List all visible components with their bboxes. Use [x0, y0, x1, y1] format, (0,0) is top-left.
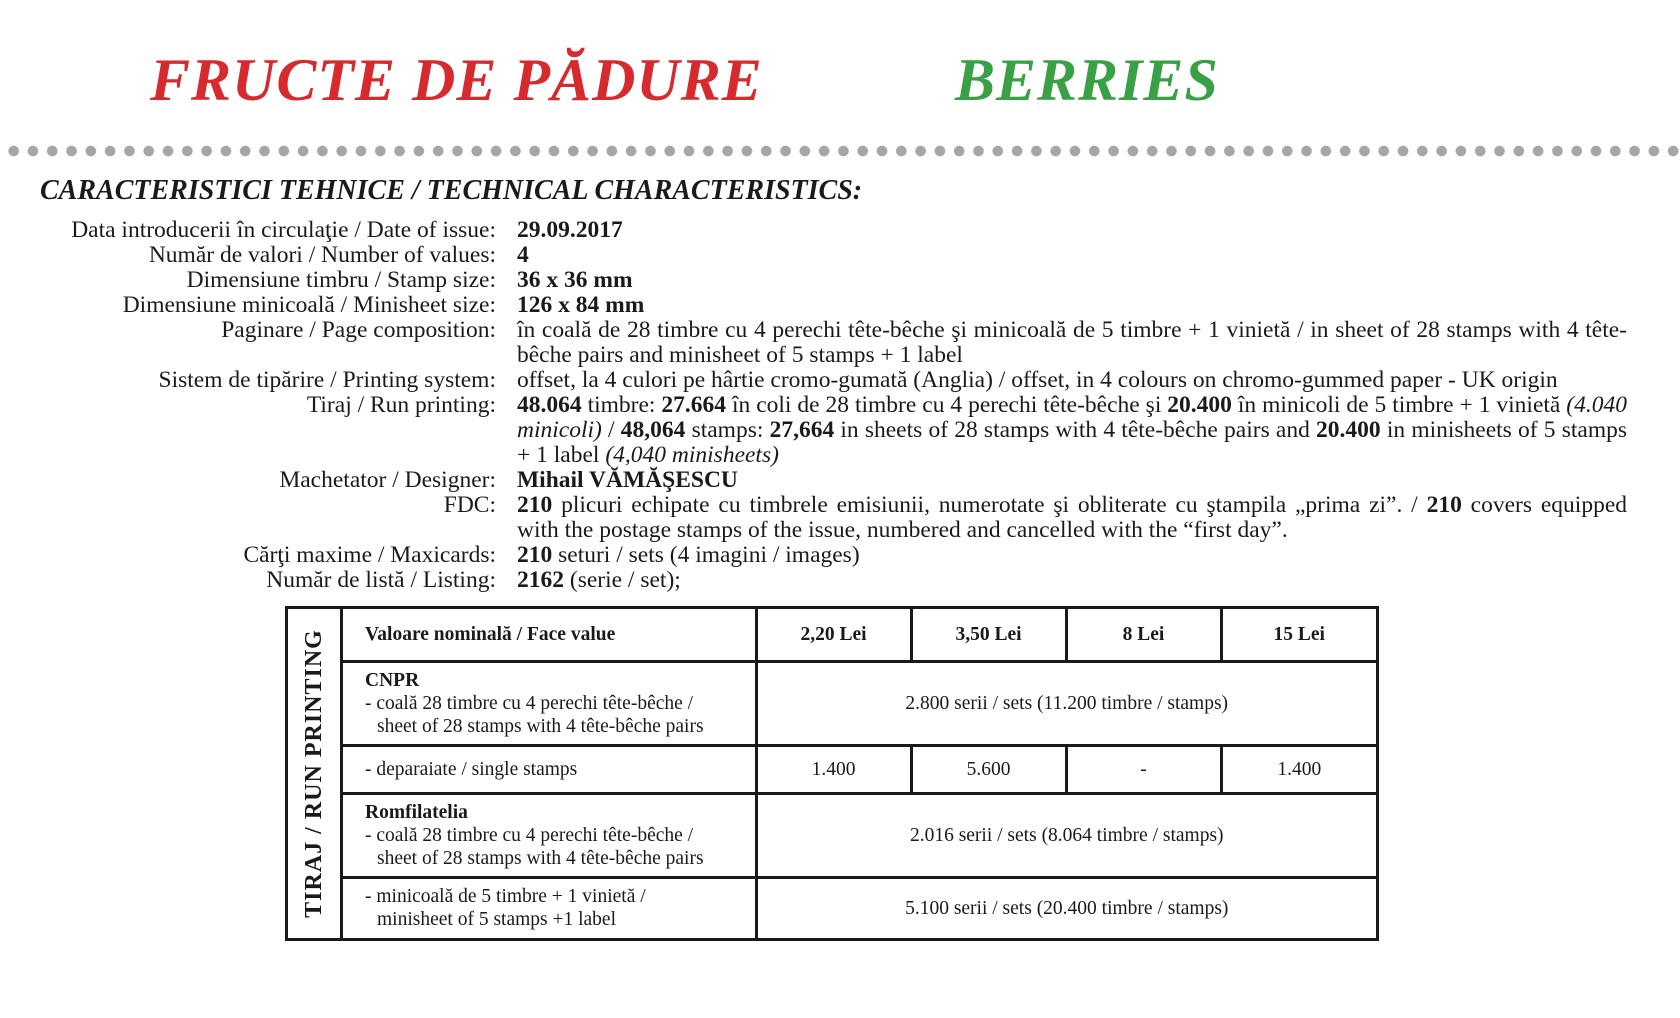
spec-label: FDC:: [443, 492, 496, 518]
face-value: 15 Lei: [1221, 609, 1376, 661]
spec-row-page-composition: [20, 318, 1627, 368]
spec-label: Număr de listă / Listing:: [266, 567, 496, 593]
spec-row-printing-system: [20, 368, 1627, 393]
run-grid: [343, 609, 1376, 938]
spec-row-maxicards: [20, 543, 1627, 568]
spec-row-listing: [20, 568, 1627, 593]
spec-row-run-printing: [20, 393, 1627, 468]
singles-value: 1.400: [756, 745, 911, 793]
spec-label: Tiraj / Run printing:: [306, 392, 496, 418]
spec-label: Data introducerii în circulaţie / Date of issue:: [71, 217, 496, 243]
face-value-label: Valoare nominală / Face value: [343, 609, 756, 661]
spec-row-date: [20, 218, 1627, 243]
run-side-label: TIRAJ / RUN PRINTING: [288, 609, 343, 938]
romfilatelia-row: [343, 793, 1376, 877]
title-romanian: FRUCTE DE PĂDURE: [150, 47, 763, 113]
run-printing-table: [285, 606, 1379, 941]
cnpr-quantity: 2.800 serii / sets (11.200 timbre / stamps): [756, 661, 1376, 745]
spec-value: 36 x 36 mm: [517, 267, 633, 293]
singles-row: [343, 745, 1376, 793]
face-value-row: [343, 609, 1376, 661]
face-value: 3,50 Lei: [911, 609, 1066, 661]
minisheet-row: [343, 877, 1376, 938]
spec-value: 48.064 timbre: 27.664 în coli de 28 timbre cu 4 perechi tête-bêche şi 20.400 în minicoli de 5 timbre + 1 vinietă (4.040 minicoli) / 48,064 stamps: 27,664 in sheets of 28 stamps with 4 tête-bêche pairs and 20.400 in minisheets of 5 stamps + 1 label (4,040 minisheets): [517, 392, 1628, 468]
minisheet-quantity: 5.100 serii / sets (20.400 timbre / stamps): [756, 877, 1376, 938]
singles-value: -: [1066, 745, 1221, 793]
spec-row-minisheet-size: [20, 293, 1627, 318]
spec-value: 4: [517, 242, 529, 268]
spec-value: 2162 (serie / set);: [517, 567, 681, 593]
spec-value: 210 seturi / sets (4 imagini / images): [517, 542, 860, 568]
spec-value: în coală de 28 timbre cu 4 perechi tête-bêche şi minicoală de 5 timbre + 1 vinietă / in sheet of 28 stamps with 4 tête-bêche pairs and minisheet of 5 stamps + 1 label: [517, 317, 1627, 368]
singles-label: - deparaiate / single stamps: [343, 745, 756, 793]
romfilatelia-quantity: 2.016 serii / sets (8.064 timbre / stamps): [756, 793, 1376, 877]
specs-table: [20, 218, 1627, 593]
face-value: 8 Lei: [1066, 609, 1221, 661]
dotted-divider: [4, 144, 1680, 158]
minisheet-description: - minicoală de 5 timbre + 1 vinietă / minisheet of 5 stamps +1 label: [343, 877, 756, 938]
spec-label: Dimensiune timbru / Stamp size:: [186, 267, 496, 293]
spec-value: 29.09.2017: [517, 217, 623, 243]
singles-value: 1.400: [1221, 745, 1376, 793]
cnpr-description: CNPR - coală 28 timbre cu 4 perechi tête-bêche / sheet of 28 stamps with 4 tête-bêche pairs: [343, 661, 756, 745]
section-title: CARACTERISTICI TEHNICE / TECHNICAL CHARACTERISTICS:: [40, 175, 863, 206]
spec-row-fdc: [20, 493, 1627, 543]
face-value: 2,20 Lei: [756, 609, 911, 661]
singles-value: 5.600: [911, 745, 1066, 793]
spec-label: Sistem de tipărire / Printing system:: [158, 367, 496, 393]
spec-label: Paginare / Page composition:: [221, 317, 496, 343]
spec-label: Număr de valori / Number of values:: [148, 242, 496, 268]
spec-value: 126 x 84 mm: [517, 292, 645, 318]
romfilatelia-description: Romfilatelia - coală 28 timbre cu 4 perechi tête-bêche / sheet of 28 stamps with 4 tête-bêche pairs: [343, 793, 756, 877]
spec-value: offset, la 4 culori pe hârtie cromo-gumată (Anglia) / offset, in 4 colours on chromo-gummed paper - UK origin: [517, 367, 1558, 393]
title-english: BERRIES: [955, 47, 1219, 113]
spec-value: 210 plicuri echipate cu timbrele emisiunii, numerotate şi obliterate cu ştampila „prima zi”. / 210 covers equipped with the postage stamps of the issue, numbered and cancelled with the “first day”.: [517, 492, 1628, 543]
spec-row-designer: [20, 468, 1627, 493]
spec-label: Machetator / Designer:: [279, 467, 496, 493]
spec-label: Dimensiune minicoală / Minisheet size:: [122, 292, 496, 318]
spec-row-stamp-size: [20, 268, 1627, 293]
spec-value: Mihail VĂMĂŞESCU: [517, 467, 738, 493]
cnpr-row: [343, 661, 1376, 745]
spec-label: Cărţi maxime / Maxicards:: [243, 542, 496, 568]
spec-row-values: [20, 243, 1627, 268]
